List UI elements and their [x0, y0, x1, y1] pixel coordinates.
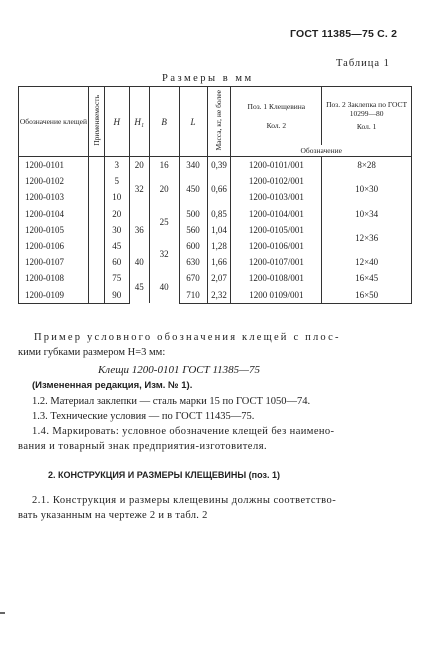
row-pos2: 16×50: [322, 287, 412, 304]
table-row: [19, 173, 412, 189]
row-l: 450: [179, 173, 207, 205]
row-pos1: 1200-0103/001: [231, 189, 322, 205]
row-mass: 2,07: [207, 270, 231, 286]
paragraph-1-2: 1.2. Материал заклепки — сталь марки 15 по ГОСТ 1050—74.: [32, 396, 311, 407]
table-row: [19, 254, 412, 270]
row-code: 1200-0106: [19, 238, 89, 254]
row-h1: 45: [129, 270, 149, 303]
example-designation: Клещи 1200-0101 ГОСТ 11385—75: [98, 364, 260, 376]
row-l: 600: [179, 238, 207, 254]
row-pos1: 1200-0107/001: [231, 254, 322, 270]
row-code: 1200-0107: [19, 254, 89, 270]
row-pos1: 1200 0109/001: [231, 287, 322, 304]
scan-edge-mark: [0, 612, 5, 614]
header-pos2-qty: Кол. 1: [356, 122, 377, 132]
paragraph-1-3: 1.3. Технические условия — по ГОСТ 11435—75.: [32, 411, 255, 422]
row-l: 630: [179, 254, 207, 270]
row-l: 560: [179, 222, 207, 238]
dimensions-table: [18, 86, 412, 304]
row-mass: 1,04: [207, 222, 231, 238]
row-pos2: 12×40: [322, 254, 412, 270]
row-pos1: 1200-0104/001: [231, 206, 322, 222]
section-2-heading: 2. КОНСТРУКЦИЯ И РАЗМЕРЫ КЛЕЩЕВИНЫ (поз. 1): [48, 470, 280, 480]
header-b: B: [149, 87, 179, 157]
row-code: 1200-0105: [19, 222, 89, 238]
example-line-2: кими губками размером H=3 мм:: [18, 347, 166, 358]
row-code: 1200-0109: [19, 287, 89, 304]
header-pos1-qty: Кол. 2: [266, 120, 287, 130]
row-pos1: 1200-0102/001: [231, 173, 322, 189]
header-applicability: Применяемость: [91, 95, 101, 146]
page-header-code: ГОСТ 11385—75 С. 2: [290, 28, 398, 40]
header-mass: Масса, кг, не более: [214, 90, 224, 151]
row-h: 60: [104, 254, 129, 270]
row-h1: 20: [129, 157, 149, 174]
header-designation: Обозначение клещей: [19, 87, 89, 157]
row-h: 30: [104, 222, 129, 238]
row-mass: 1,66: [207, 254, 231, 270]
row-h1: 40: [129, 254, 149, 270]
row-pos2: 10×34: [322, 206, 412, 222]
example-line-1: Пример условного обозначения клещей с плос-: [34, 332, 341, 343]
row-h1: 36: [129, 206, 149, 255]
row-h1: 32: [129, 173, 149, 205]
table-row: [19, 287, 412, 304]
paragraph-1-4-line-1: 1.4. Маркировать: условное обозначение клещей без наимено-: [32, 426, 335, 437]
table-row: [19, 222, 412, 238]
row-code: 1200-0101: [19, 157, 89, 174]
row-pos1: 1200-0101/001: [231, 157, 322, 174]
row-h: 3: [104, 157, 129, 174]
row-mass: 1,28: [207, 238, 231, 254]
header-oboznachenie: Обозначение: [231, 145, 412, 157]
row-pos1: 1200-0108/001: [231, 270, 322, 286]
table-label: Таблица 1: [336, 58, 390, 69]
row-l: 710: [179, 287, 207, 304]
row-mass: 0,85: [207, 206, 231, 222]
row-h: 20: [104, 206, 129, 222]
table-row: [19, 270, 412, 286]
row-l: 500: [179, 206, 207, 222]
row-b: 32: [149, 238, 179, 270]
row-b: 16: [149, 157, 179, 174]
row-pos2: 10×30: [322, 173, 412, 205]
header-pos1-title: Поз. 1 Клещевина: [247, 101, 306, 111]
row-code: 1200-0108: [19, 270, 89, 286]
row-code: 1200-0103: [19, 189, 89, 205]
header-h: H: [104, 87, 129, 157]
header-h1: H₁: [129, 87, 149, 157]
row-mass: 2,32: [207, 287, 231, 304]
paragraph-1-4-line-2: вания и товарный знак предприятия-изготовителя.: [18, 441, 268, 452]
paragraph-2-1-line-2: вать указанным на чертеже 2 и в табл. 2: [18, 510, 208, 521]
row-pos2: 12×36: [322, 222, 412, 254]
row-code: 1200-0104: [19, 206, 89, 222]
header-l: L: [179, 87, 207, 157]
row-l: 340: [179, 157, 207, 174]
changed-edition-note: (Измененная редакция, Изм. № 1).: [32, 380, 193, 391]
row-h: 10: [104, 189, 129, 205]
row-pos2: 8×28: [322, 157, 412, 174]
table-row: [19, 206, 412, 222]
table-caption: Размеры в мм: [162, 73, 254, 84]
row-h: 75: [104, 270, 129, 286]
row-code: 1200-0102: [19, 173, 89, 189]
row-mass: 0,39: [207, 157, 231, 174]
header-pos2-title: Поз. 2 Заклепка по ГОСТ 10299—80: [326, 100, 408, 119]
row-b: 40: [149, 270, 179, 303]
row-pos1: 1200-0105/001: [231, 222, 322, 238]
row-h: 90: [104, 287, 129, 304]
row-mass: 0,66: [207, 173, 231, 205]
table-row: [19, 157, 412, 174]
row-pos2: 16×45: [322, 270, 412, 286]
row-h: 5: [104, 173, 129, 189]
row-b: 20: [149, 173, 179, 205]
row-h: 45: [104, 238, 129, 254]
row-b: 25: [149, 206, 179, 238]
paragraph-2-1-line-1: 2.1. Конструкция и размеры клещевины должны соответство-: [32, 495, 337, 506]
row-pos1: 1200-0106/001: [231, 238, 322, 254]
row-l: 670: [179, 270, 207, 286]
